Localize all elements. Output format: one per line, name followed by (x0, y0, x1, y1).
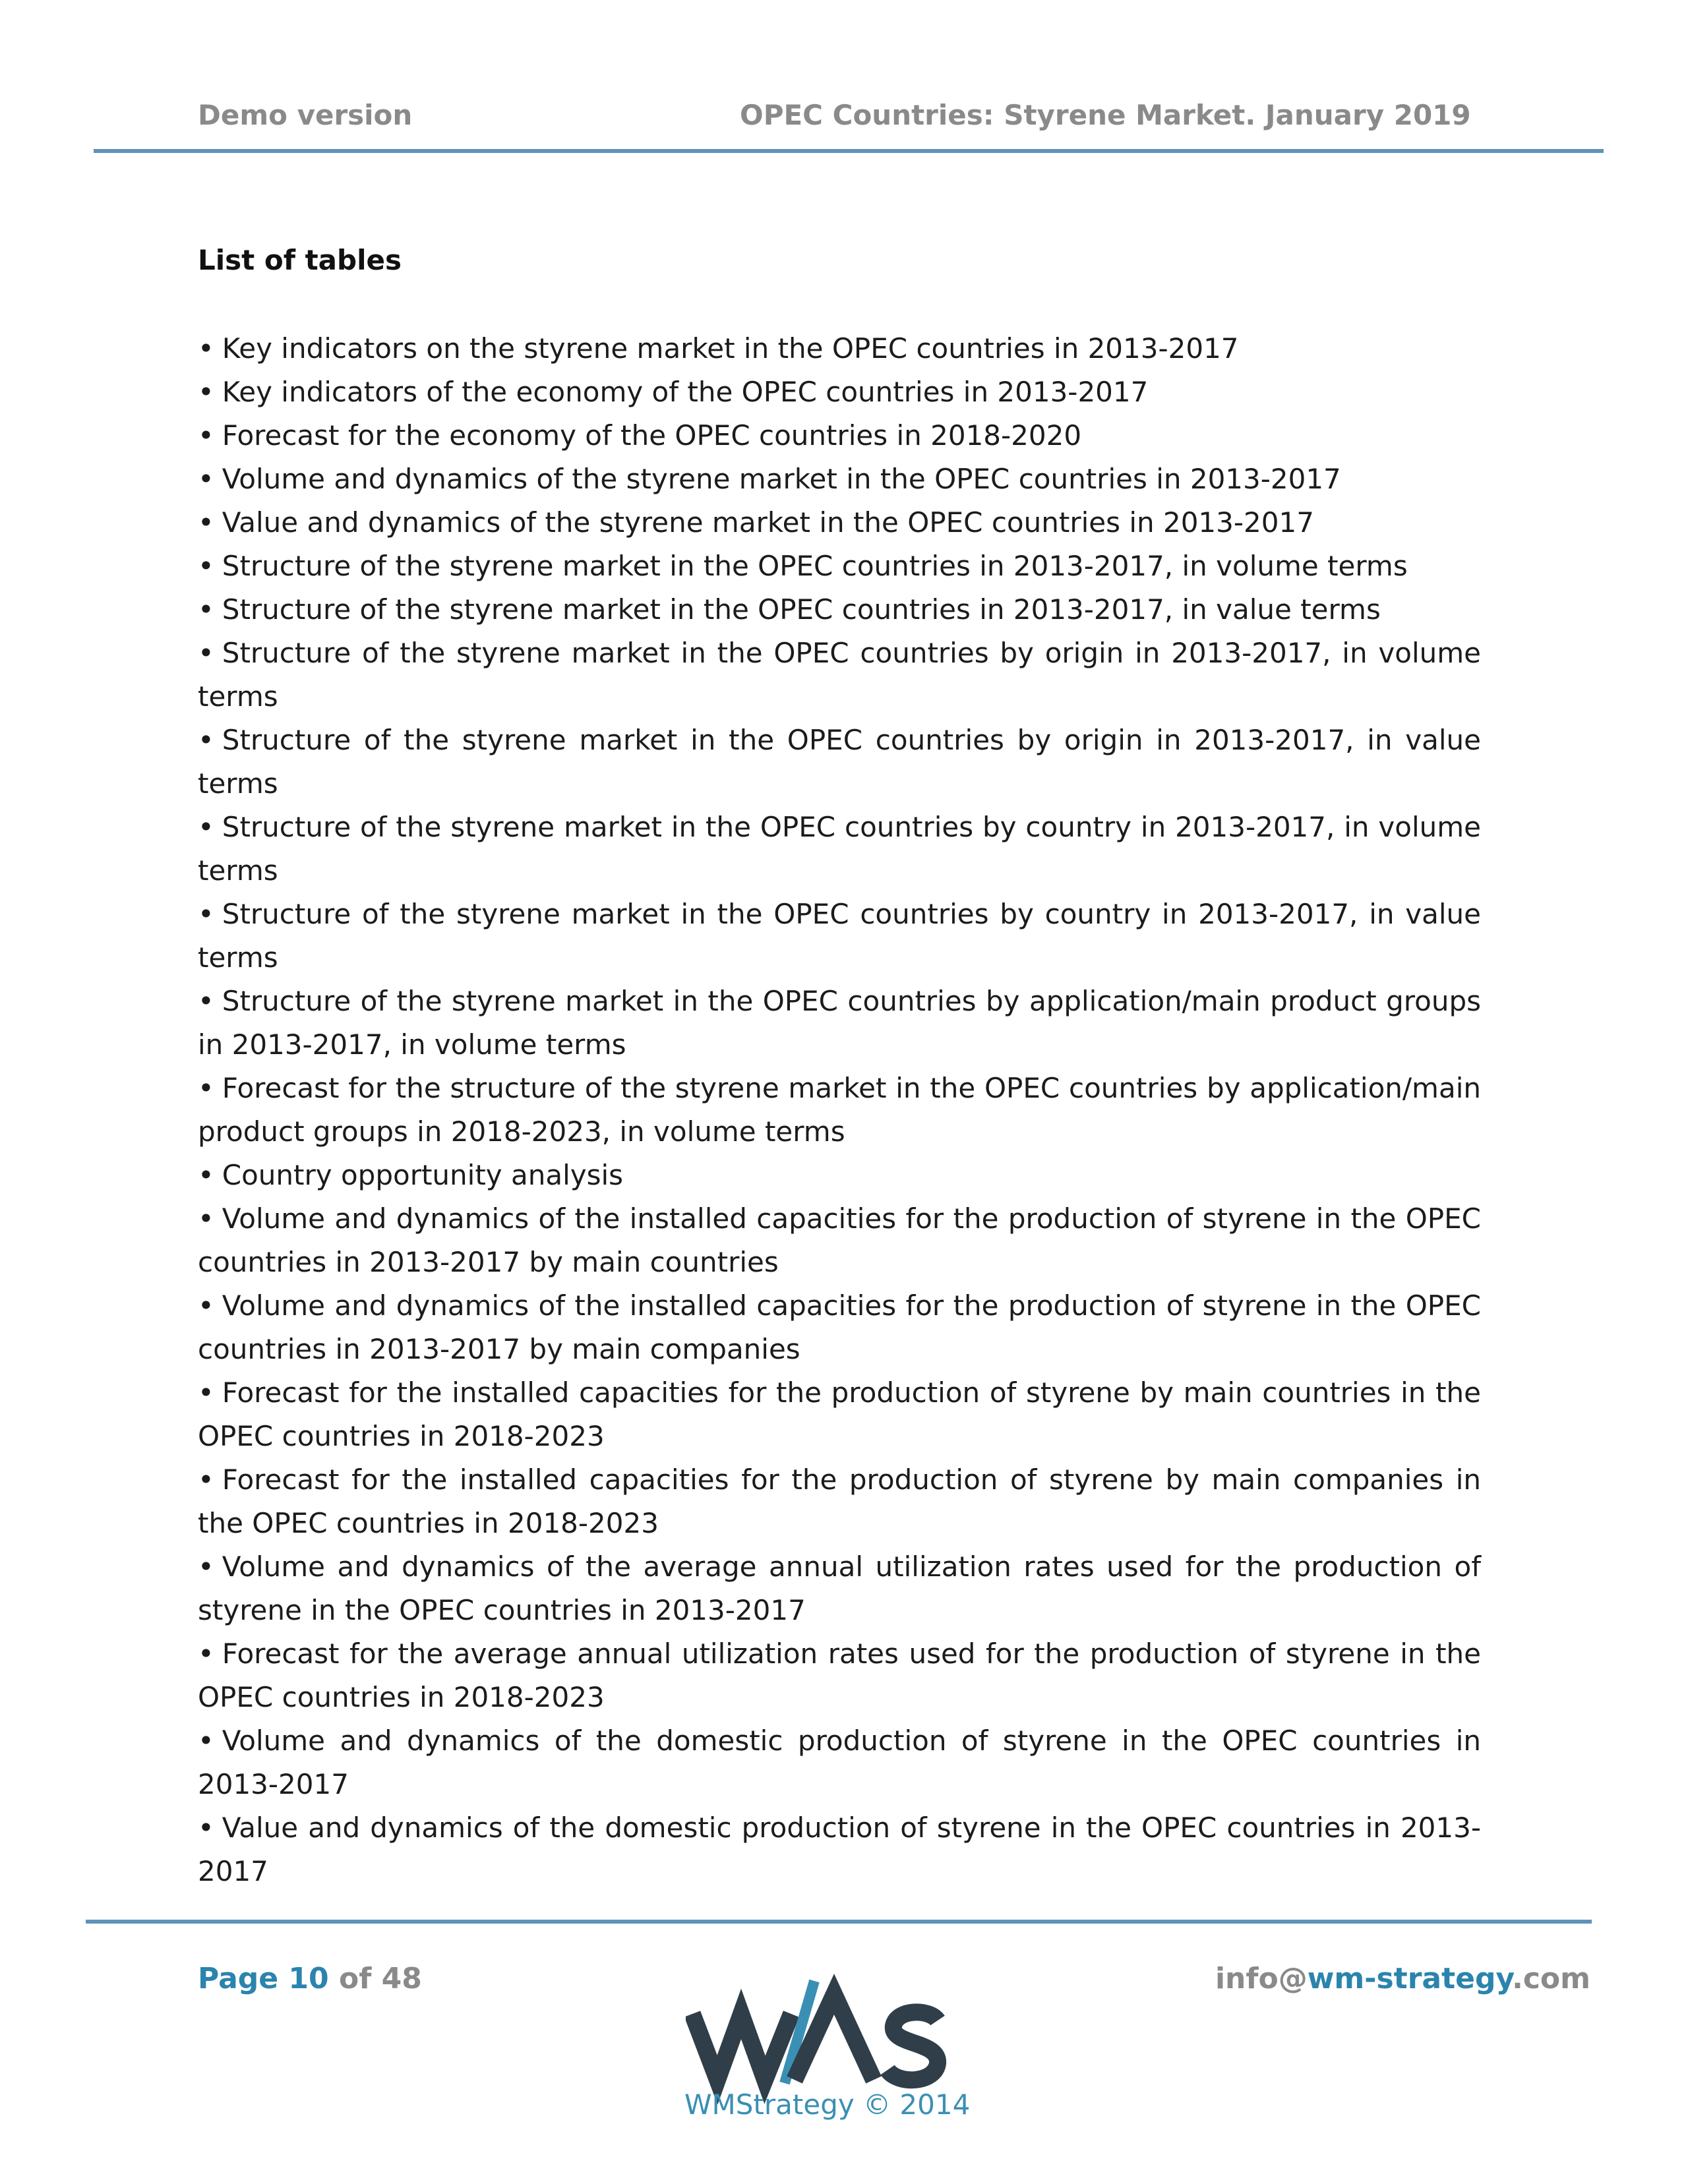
table-list-item-text: Forecast for the installed capacities for the production of styrene by main countries in the OPEC countries in 2018-2023 (198, 1376, 1481, 1452)
table-list-item-text: Structure of the styrene market in the OPEC countries by origin in 2013-2017, in value terms (198, 724, 1481, 800)
table-list-item-text: Volume and dynamics of the average annual utilization rates used for the production of styrene in the OPEC countries in 2013-2017 (198, 1550, 1481, 1626)
bullet-icon: • (198, 1159, 214, 1191)
bullet-icon: • (198, 593, 214, 626)
contact-email[interactable] (1215, 1962, 1590, 1995)
table-list-item-text: Country opportunity analysis (222, 1159, 624, 1191)
table-list-item (198, 980, 1481, 1067)
table-list-item-text: Value and dynamics of the domestic production of styrene in the OPEC countries in 2013-2017 (198, 1812, 1481, 1887)
table-list-item-text: Forecast for the average annual utilization rates used for the production of styrene in the OPEC countries in 2018-2023 (198, 1638, 1481, 1713)
email-user: info@ (1215, 1962, 1308, 1995)
bullet-icon: • (198, 463, 214, 495)
bullet-icon: • (198, 506, 214, 539)
section-title: List of tables (198, 244, 402, 276)
page-prefix: Page (198, 1962, 289, 1995)
bullet-icon: • (198, 1202, 214, 1235)
logo-caption: WMStrategy © 2014 (684, 2088, 971, 2121)
bullet-icon: • (198, 550, 214, 582)
table-list-item-text: Forecast for the economy of the OPEC countries in 2018-2020 (222, 419, 1082, 452)
table-list-item (198, 719, 1481, 806)
table-list-item (198, 1067, 1481, 1154)
table-list-item-text: Structure of the styrene market in the OPEC countries by origin in 2013-2017, in volume terms (198, 637, 1481, 713)
table-list-item (198, 501, 1481, 545)
bullet-icon: • (198, 1463, 214, 1496)
bullet-icon: • (198, 419, 214, 452)
table-list-item-text: Structure of the styrene market in the OPEC countries by application/main product groups in 2013-2017, in volume terms (198, 985, 1481, 1061)
table-list-item (198, 1284, 1481, 1371)
tables-list (198, 327, 1481, 1893)
table-list-item (198, 414, 1481, 457)
table-list-item-text: Structure of the styrene market in the OPEC countries in 2013-2017, in value terms (222, 593, 1381, 626)
table-list-item-text: Volume and dynamics of the installed capacities for the production of styrene in the OPEC countries in 2013-2017 by main countries (198, 1202, 1481, 1278)
bullet-icon: • (198, 1725, 214, 1757)
table-list-item-text: Volume and dynamics of the installed capacities for the production of styrene in the OPEC countries in 2013-2017 by main companies (198, 1289, 1481, 1365)
page-number: 10 (288, 1962, 329, 1995)
table-list-item (198, 1197, 1481, 1284)
table-list-item-text: Structure of the styrene market in the OPEC countries by country in 2013-2017, in value terms (198, 898, 1481, 974)
bullet-icon: • (198, 724, 214, 756)
table-list-item (198, 1371, 1481, 1458)
table-list-item-text: Value and dynamics of the styrene market in the OPEC countries in 2013-2017 (222, 506, 1314, 539)
table-list-item (198, 1154, 1481, 1197)
table-list-item (198, 806, 1481, 893)
table-list-item (198, 893, 1481, 980)
table-list-item-text: Structure of the styrene market in the OPEC countries by country in 2013-2017, in volume terms (198, 811, 1481, 887)
email-domain: wm-strategy (1307, 1962, 1513, 1995)
table-list-item (198, 1545, 1481, 1632)
bullet-icon: • (198, 985, 214, 1017)
bullet-icon: • (198, 811, 214, 843)
table-list-item-text: Forecast for the installed capacities for the production of styrene by main companies in the OPEC countries in 2018-2023 (198, 1463, 1481, 1539)
bullet-icon: • (198, 637, 214, 669)
header-divider (94, 149, 1604, 153)
table-list-item-text: Key indicators of the economy of the OPEC countries in 2013-2017 (222, 376, 1149, 408)
table-list-item (198, 632, 1481, 719)
bullet-icon: • (198, 1376, 214, 1409)
table-list-item-text: Key indicators on the styrene market in the OPEC countries in 2013-2017 (222, 332, 1239, 365)
bullet-icon: • (198, 1550, 214, 1583)
table-list-item (198, 588, 1481, 632)
table-list-item-text: Volume and dynamics of the domestic production of styrene in the OPEC countries in 2013-2017 (198, 1725, 1481, 1800)
table-list-item (198, 1719, 1481, 1806)
header-demo-label: Demo version (198, 99, 413, 131)
table-list-item (198, 1458, 1481, 1545)
bullet-icon: • (198, 1072, 214, 1104)
table-list-item (198, 1632, 1481, 1719)
bullet-icon: • (198, 1812, 214, 1844)
table-list-item (198, 370, 1481, 414)
footer-divider (86, 1920, 1592, 1924)
bullet-icon: • (198, 332, 214, 365)
page-indicator (198, 1962, 422, 1995)
bullet-icon: • (198, 898, 214, 930)
bullet-icon: • (198, 1289, 214, 1322)
page-total: of 48 (328, 1962, 422, 1995)
table-list-item (198, 457, 1481, 501)
table-list-item (198, 327, 1481, 370)
table-list-item (198, 545, 1481, 588)
header-report-title: OPEC Countries: Styrene Market. January 2019 (740, 99, 1471, 131)
table-list-item (198, 1806, 1481, 1893)
table-list-item-text: Volume and dynamics of the styrene market in the OPEC countries in 2013-2017 (222, 463, 1341, 495)
bullet-icon: • (198, 376, 214, 408)
email-tld: .com (1512, 1962, 1590, 1995)
bullet-icon: • (198, 1638, 214, 1670)
table-list-item-text: Structure of the styrene market in the OPEC countries in 2013-2017, in volume terms (222, 550, 1408, 582)
table-list-item-text: Forecast for the structure of the styrene market in the OPEC countries by application/main product groups in 2018-2023, in volume terms (198, 1072, 1481, 1148)
